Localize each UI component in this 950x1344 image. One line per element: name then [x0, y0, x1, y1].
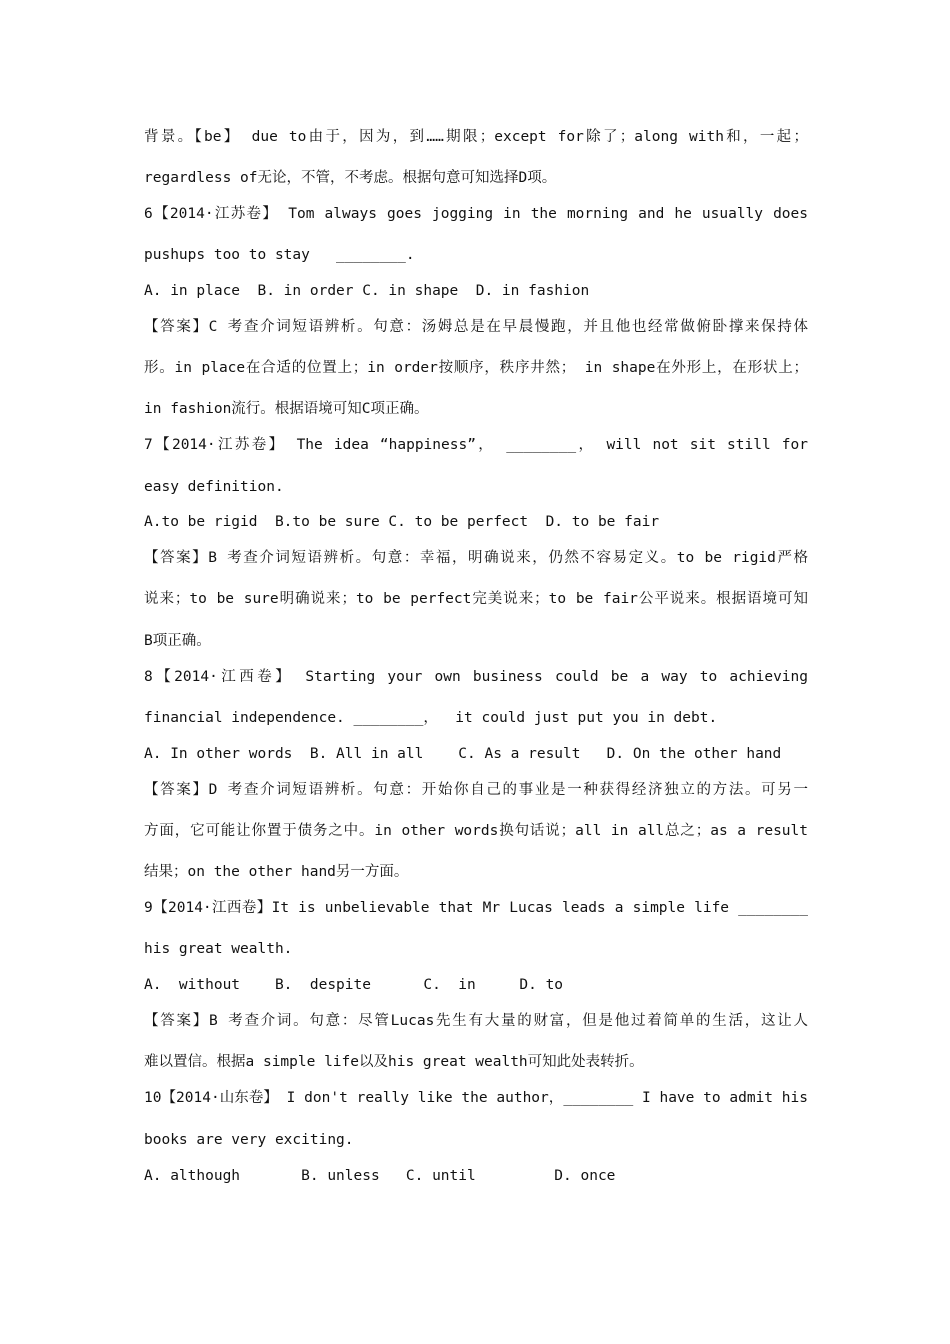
question-7-stem-cont: easy definition. — [144, 479, 284, 495]
question-9-options: A. without B. despite C. in D. to — [144, 977, 564, 993]
answer-8: 【答案】D 考查介词短语辨析。句意：开始你自己的事业是一种获得经济独立的方法。可另一 — [144, 782, 808, 798]
answer-6-cont: 形。in place在合适的位置上；in order按顺序，秩序井然； in shape在外形上，在形状上； — [144, 360, 808, 376]
question-8-stem-cont: financial independence. ________， it could just put you in debt. — [144, 710, 718, 726]
answer-8-cont: 结果；on the other hand另一方面。 — [144, 864, 409, 880]
question-9-stem-cont: his great wealth. — [144, 941, 293, 957]
question-6-stem: 6【2014·江苏卷】 Tom always goes jogging in the morning and he usually does — [144, 206, 808, 222]
answer-7-cont: 说来；to be sure明确说来；to be perfect完美说来；to be fair公平说来。根据语境可知 — [144, 591, 808, 607]
answer-9: 【答案】B 考查介词。句意：尽管Lucas先生有大量的财富，但是他过着简单的生活，这让人 — [144, 1013, 808, 1029]
question-8-stem: 8【2014·江西卷】 Starting your own business could be a way to achieving — [144, 669, 808, 685]
answer-7-cont: B项正确。 — [144, 633, 211, 649]
answer-8-cont: 方面，它可能让你置于债务之中。in other words换句话说；all in all总之；as a result — [144, 823, 808, 839]
question-9-stem: 9【2014·江西卷】It is unbelievable that Mr Lucas leads a simple life ________ — [144, 900, 808, 916]
text-line: 背景。【be】 due to由于，因为，到……期限；except for除了；along with和，一起； — [144, 129, 808, 145]
question-6-options: A. in place B. in order C. in shape D. in fashion — [144, 283, 590, 299]
answer-7: 【答案】B 考查介词短语辨析。句意：幸福，明确说来，仍然不容易定义。to be rigid严格 — [144, 550, 808, 566]
question-10-stem-cont: books are very exciting. — [144, 1132, 354, 1148]
answer-9-cont: 难以置信。根据a simple life以及his great wealth可知此处表转折。 — [144, 1054, 644, 1070]
question-10-stem: 10【2014·山东卷】 I don't really like the author，________ I have to admit his — [144, 1090, 808, 1106]
question-7-stem: 7【2014·江苏卷】 The idea “happiness”， ________， will not sit still for — [144, 437, 808, 453]
text-line: regardless of无论，不管，不考虑。根据句意可知选择D项。 — [144, 170, 557, 186]
question-6-stem-cont: pushups too to stay ________. — [144, 247, 415, 263]
answer-6-cont: in fashion流行。根据语境可知C项正确。 — [144, 401, 429, 417]
question-8-options: A. In other words B. All in all C. As a result D. On the other hand — [144, 746, 782, 762]
question-10-options: A. although B. unless C. until D. once — [144, 1168, 616, 1184]
question-7-options: A.to be rigid B.to be sure C. to be perfect D. to be fair — [144, 514, 660, 530]
answer-6: 【答案】C 考查介词短语辨析。句意：汤姆总是在早晨慢跑，并且他也经常做俯卧撑来保持体 — [144, 319, 808, 335]
